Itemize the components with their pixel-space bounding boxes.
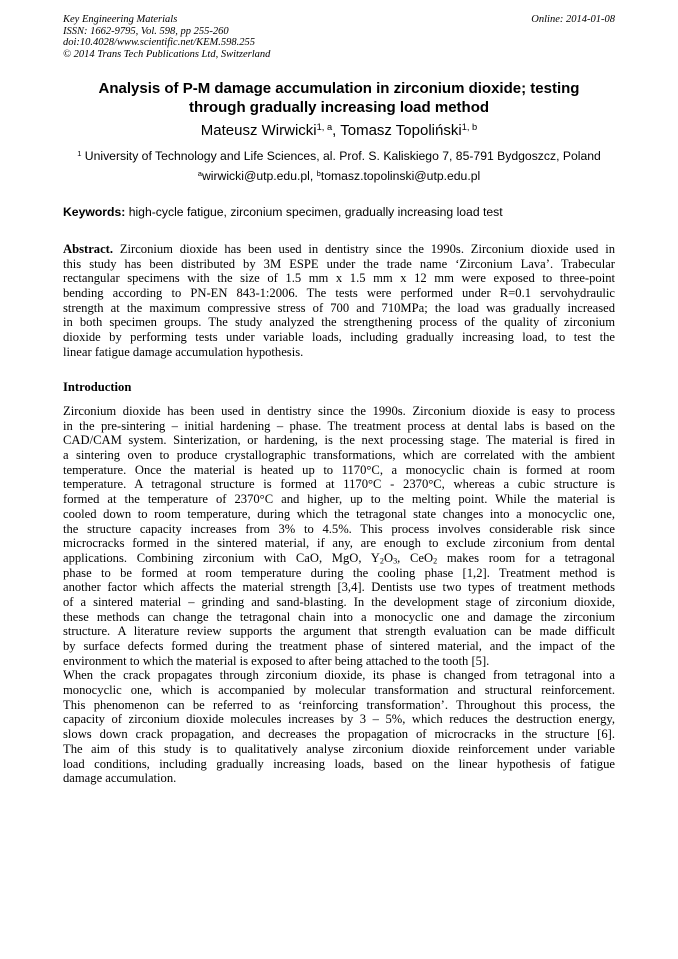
paragraph-line: damage accumulation. — [63, 771, 177, 786]
author-1: Mateusz Wirwicki — [200, 122, 317, 139]
paragraph-line: temperature. A tetragonal structure is formed at 1170°C - 2370°C, whereas a cubic structure is — [63, 477, 615, 492]
paragraph-line: monocyclic one, which is accompanied by molecular transformation and structural reinforcement. — [63, 683, 615, 698]
paragraph-line: structure. A literature review supports the argument that strength evaluation can be made difficult — [63, 624, 615, 639]
o-subscript: 3 — [393, 556, 398, 566]
ceo-subscript: 2 — [433, 556, 438, 566]
paragraph-line: CAD/CAM system. Sinterization, or hardening, is the next processing stage. The material is fired in — [63, 433, 615, 448]
paragraph-line: temperature. Once the material is heated up to 1170°C, a monocyclic chain is formed at room — [63, 462, 615, 477]
online-date: Online: 2014-01-08 — [531, 14, 615, 25]
abstract-line: dioxide by performing tests under variable loads, including gradually increasing load, to test the — [63, 330, 615, 345]
email-b-mark: b — [316, 168, 321, 178]
author-2-affil-mark: 1, b — [461, 121, 478, 132]
paper-title — [63, 79, 615, 117]
paragraph-line: of a sintered material – grinding and sand-blasting. In the development stage of zirconium dioxide, — [63, 594, 615, 609]
author-1-affil-mark: 1, a — [316, 121, 333, 132]
doi-line: doi:10.4028/www.scientific.net/KEM.598.255 — [63, 37, 255, 48]
title-line-2: through gradually increasing load method — [188, 99, 490, 116]
paragraph-line: This phenomenon can be referred to as ‘reinforcing transformation’. Throughout this process, the — [63, 697, 615, 712]
abstract-line: this study has been distributed by 3M ESPE under the trade name ‘Zirconium Lava’. Trabecular — [63, 256, 615, 271]
paragraph-line: the structure capacity increases from 3% to 4.5%. This process involves considerable risk since — [63, 521, 615, 536]
author-2: Tomasz Topoliński — [340, 122, 462, 139]
paragraph-line: microcracks formed in the sintered material, if any, are enough to exclude zirconium from dental — [63, 536, 615, 551]
abstract-line: rectangular specimens with the size of 1.5 mm x 1.5 mm x 12 mm were exposed to three-point — [63, 271, 615, 286]
email-a-mark: a — [197, 168, 202, 178]
author-list — [63, 122, 615, 140]
paragraph-line: slows down crack propagation, and decreases the propagation of microcracks in the structure [6]. — [63, 727, 615, 742]
chem-text-o: O — [383, 550, 394, 565]
email-a: wirwicki@utp.edu.pl, — [201, 169, 317, 183]
abstract-label: Abstract. — [63, 242, 114, 256]
paragraph-line: When the crack propagates through zirconium dioxide, its phase is changed from tetragonal into a — [63, 668, 615, 683]
abstract-line: linear fatigue damage accumulation hypothesis. — [63, 344, 304, 359]
paragraph-line: formed at the temperature of 2370°C and higher, up to the melting point. While the material is — [63, 492, 615, 507]
affiliation-text: University of Technology and Life Sciences, al. Prof. S. Kaliskiego 7, 85-791 Bydgoszcz, Poland — [81, 149, 601, 163]
affiliation — [63, 149, 615, 164]
journal-name: Key Engineering Materials — [63, 14, 178, 25]
paragraph-line: capacity of zirconium dioxide molecules increases by 3 – 5%, which reduces the destruction energy, — [63, 712, 615, 727]
paragraph-line: another factor which affects the material strength [3,4]. Dentists use two types of treatment methods — [63, 580, 615, 595]
abstract-line: bending according to PN-EN 843-1:2006. The tests were performed under R=0.1 servohydraulic — [63, 286, 615, 301]
keywords — [63, 205, 615, 220]
paragraph-line: Zirconium dioxide has been used in dentistry since the 1990s. Zirconium dioxide is easy to process — [63, 404, 615, 418]
introduction-body — [63, 404, 615, 786]
paragraph-line: cooled down to room temperature, during which the tetragonal state changes into a monocyclic one, — [63, 506, 615, 521]
copyright-line: © 2014 Trans Tech Publications Ltd, Switzerland — [63, 48, 271, 60]
abstract-line: in both specimen groups. The study analyzed the strengthening process of the quality of zirconium — [63, 315, 615, 330]
abstract-line — [63, 242, 615, 257]
paragraph-line: phase to be formed at room temperature during the cooling phase [1,2]. Treatment method is — [63, 565, 615, 580]
issn-line: ISSN: 1662-9795, Vol. 598, pp 255-260 — [63, 25, 229, 37]
abstract — [63, 242, 615, 360]
chem-text-mid: , CeO — [397, 550, 434, 565]
paragraph-line-chemistry — [63, 551, 615, 566]
paragraph-line: in the pre-sintering – initial hardening – phase. The treatment process at dental labs is based on the — [63, 418, 615, 433]
y-subscript: 2 — [379, 556, 384, 566]
paragraph-line: by surface defects formed during the treatment phase of sintered material, and the impact of the — [63, 639, 615, 653]
keywords-label: Keywords: — [63, 205, 126, 219]
paragraph-line: The aim of this study is to qualitatively analyse zirconium dioxide reinforcement under variable — [63, 741, 615, 756]
affiliation-number: 1 — [77, 148, 82, 158]
paragraph-line: a sintering oven to produce crystallographic transformations, which are correlated with the ambient — [63, 448, 615, 463]
journal-header — [63, 14, 270, 60]
author-separator: , — [332, 122, 341, 139]
chem-text-post: makes room for a tetragonal — [437, 550, 615, 565]
chem-text-pre: applications. Combining zirconium with CaO, MgO, Y — [63, 550, 380, 565]
paragraph-line: environment to which the material is exposed to after being attached to the tooth [5]. — [63, 653, 490, 668]
email-b: tomasz.topolinski@utp.edu.pl — [320, 169, 481, 183]
paragraph-line: these methods can change the tetragonal chain into a monocyclic one and damage the zirconium — [63, 609, 615, 624]
paragraph-line: load conditions, including gradually increasing loads, based on the linear hypothesis of fatigue — [63, 756, 615, 771]
abstract-line: strength at the maximum compressive stress of 700 and 710MPa; the load was gradually increased — [63, 300, 615, 315]
abstract-line-text: Zirconium dioxide has been used in dentistry since the 1990s. Zirconium dioxide used in — [113, 242, 615, 256]
section-heading-introduction: Introduction — [63, 380, 132, 394]
author-emails — [63, 169, 615, 184]
keywords-text: high-cycle fatigue, zirconium specimen, gradually increasing load test — [125, 205, 503, 219]
title-line-1: Analysis of P-M damage accumulation in zirconium dioxide; testing — [98, 80, 580, 97]
